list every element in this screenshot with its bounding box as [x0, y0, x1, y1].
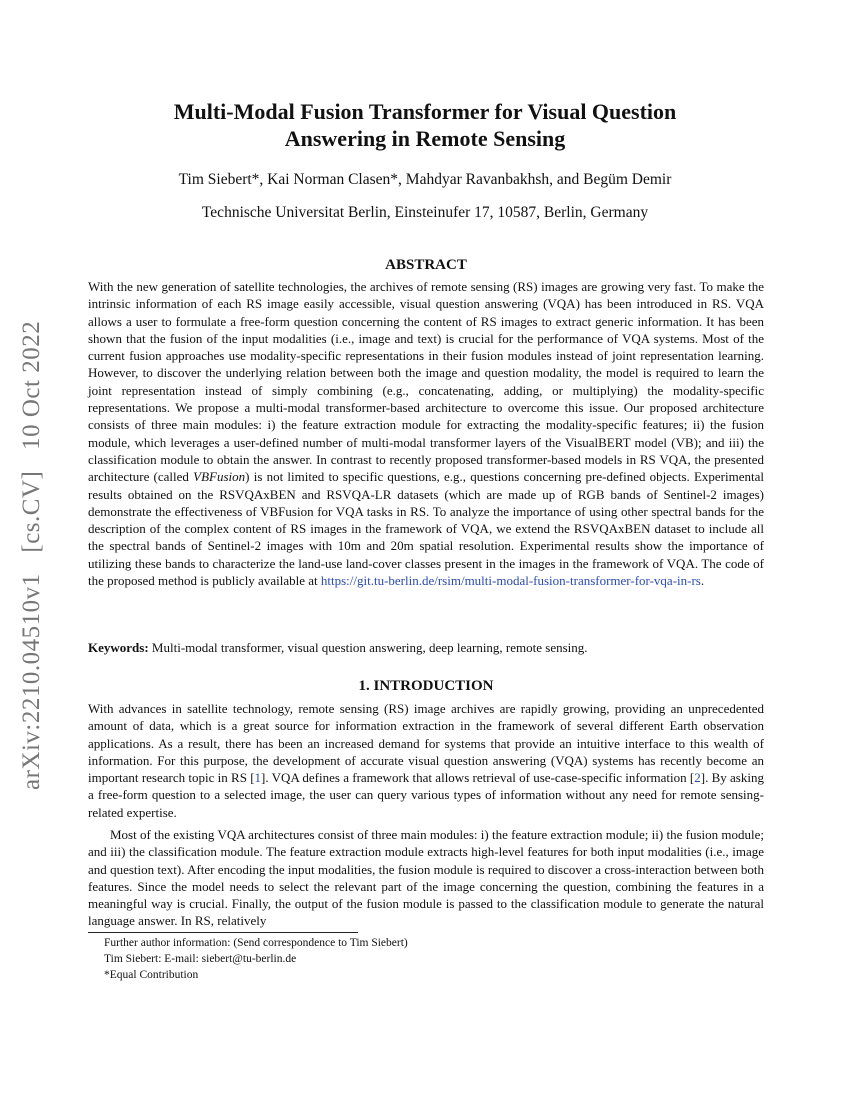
introduction-paragraph-2: Most of the existing VQA architectures consist of three main modules: i) the feature extraction module; ii) the fusion module; and iii) the classification module. The feature extraction module extracts high-level features for both input modalities (i.e., image and question text). After encoding the input modalities, the fusion module is required to discover a cross-interaction between both features. Since the model needs to select the relevant part of the image concerning the question, combining the features in a meaningful way is crucial. Finally, the output of the fusion module is passed to the classification module to generate the natural language answer. In RS, relatively — [88, 827, 764, 929]
keywords-text: Multi-modal transformer, visual question answering, deep learning, remote sensing. — [148, 640, 588, 655]
footnote-correspondence: Further author information: (Send correspondence to Tim Siebert) — [104, 937, 408, 949]
paper-title — [90, 98, 760, 152]
keywords-label: Keywords: — [88, 640, 149, 655]
intro-p1-part-c: ]. By asking a free-form question to a selected image, the user can query various types of information without any need for remote sensing-related expertise. — [88, 770, 764, 820]
citation-2[interactable]: 2 — [694, 770, 701, 786]
abstract-text-part-2: ) is not limited to specific questions, e.g., questions concerning pre-defined objects. Experimental results obtained on the RSVQAxBEN and RSVQA-LR datasets (which are made up of RGB bands of Sentinel-2 images) demonstrate the effectiveness of VBFusion for VQA tasks in RS. To analyze the importance of using other spectral bands for the description of the complex content of RS images in the framework of VQA, we extend the RSVQAxBEN dataset to include all the spectral bands of Sentinel-2 images with 10m and 20m spatial resolution. Experimental results show the importance of utilizing these bands to characterize the land-use land-cover classes present in the images in the framework of VQA. The code of the proposed method is publicly available at — [88, 469, 764, 589]
code-repository-link[interactable]: https://git.tu-berlin.de/rsim/multi-modal-fusion-transformer-for-vqa-in-rs — [320, 573, 701, 589]
arxiv-date: 10 Oct 2022 — [18, 320, 45, 450]
intro-p1-part-a: With advances in satellite technology, remote sensing (RS) image archives are rapidly growing, providing an unprecedented amount of data, which is a great source for information extraction in the framework of several different Earth observation applications. As a result, there has been an increased demand for systems that provide an intuitive interface to this wealth of information. For this purpose, the development of accurate visual question answering (VQA) systems has recently become an important research topic in RS [ — [88, 701, 764, 786]
citation-1[interactable]: 1 — [254, 770, 262, 786]
abstract-end: . — [700, 573, 705, 589]
abstract-heading: ABSTRACT — [385, 257, 467, 273]
keywords — [88, 639, 764, 656]
affiliation: Technische Universitat Berlin, Einsteinufer 17, 10587, Berlin, Germany — [201, 204, 649, 221]
abstract-text-part-1: With the new generation of satellite technologies, the archives of remote sensing (RS) images are growing very fast. To make the intrinsic information of each RS image easily accessible, visual question answering (VQA) has been introduced in RS. VQA allows a user to formulate a free-form question concerning the content of RS images to extract generic information. It has been shown that the fusion of the input modalities (i.e., image and text) is crucial for the performance of VQA systems. Most of the current fusion approaches use modality-specific representations in their fusion modules instead of joint representation learning. However, to discover the underlying relation between both the image and question modality, the model is required to learn the joint representation instead of simply combining (e.g., concatenating, adding, or multiplying) the modality-specific representations. We propose a multi-modal transformer-based architecture to overcome this issue. Our proposed architecture consists of three main modules: i) the feature extraction module for extracting the modality-specific features; ii) the fusion module, which leverages a user-defined number of multi-modal transformer layers of the VisualBERT model (VB); and iii) the classification module to obtain the answer. In contrast to recently proposed transformer-based models in RS VQA, the presented architecture (called — [88, 279, 764, 485]
arxiv-identifier — [18, 307, 46, 790]
introduction-paragraph-1 — [88, 700, 764, 821]
arxiv-id: arXiv:2210.04510v1 — [18, 573, 45, 790]
author-list: Tim Siebert*, Kai Norman Clasen*, Mahdyar Ravanbakhsh, and Begüm Demir — [178, 171, 672, 188]
introduction-heading: 1. INTRODUCTION — [358, 678, 494, 694]
abstract-text — [88, 278, 764, 589]
arxiv-category: [cs.CV] — [18, 470, 45, 553]
footnote-equal-contribution: *Equal Contribution — [104, 969, 199, 981]
footnote-divider — [88, 932, 358, 933]
paper-title-line-2: Answering in Remote Sensing — [284, 126, 566, 151]
vbfusion-name: VBFusion — [193, 469, 246, 485]
paper-title-line-1: Multi-Modal Fusion Transformer for Visual Question — [173, 99, 677, 124]
footnote-email: Tim Siebert: E-mail: siebert@tu-berlin.de — [104, 953, 297, 965]
footnotes — [104, 935, 604, 983]
intro-p1-part-b: ]. VQA defines a framework that allows retrieval of use-case-specific information [ — [261, 770, 695, 786]
